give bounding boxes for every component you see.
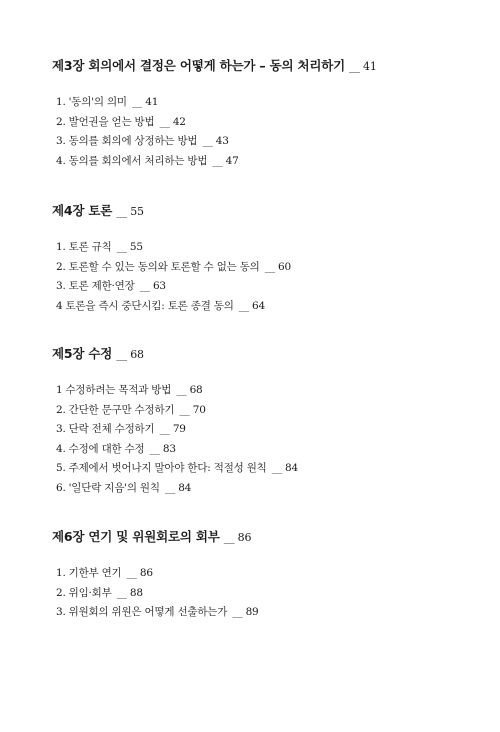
item-page-number: __ 89 — [232, 606, 259, 618]
toc-item[interactable] — [56, 459, 470, 479]
chapter-page-number: __ 41 — [349, 60, 377, 73]
toc-item[interactable] — [56, 258, 470, 278]
item-number: 3. — [56, 606, 66, 618]
item-page-number: __ 83 — [149, 442, 176, 455]
chapter-title-text: 제6장 연기 및 위원회로의 회부 — [52, 529, 220, 544]
item-text: 위원회의 위원은 어떻게 선출하는가 — [68, 606, 228, 618]
item-number: 2. — [56, 403, 66, 416]
item-page-number: __ 84 — [271, 462, 298, 474]
toc-item[interactable] — [56, 93, 470, 113]
item-number: 5. — [56, 462, 66, 474]
item-page-number: __ 88 — [116, 586, 143, 599]
item-number: 2. — [56, 586, 66, 599]
item-number: 1. — [56, 241, 66, 253]
item-page-number: __ 41 — [132, 96, 159, 108]
chapter-title-text: 제4장 토론 — [52, 203, 113, 218]
item-text: 수정에 대한 수정 — [68, 442, 145, 455]
item-page-number: __ 84 — [164, 481, 192, 494]
chapter-item-list — [52, 381, 470, 498]
item-text: 위임·회부 — [68, 586, 112, 599]
item-number: 1. — [56, 96, 66, 108]
chapter-page-number: __ 55 — [116, 205, 144, 218]
chapter-title — [52, 529, 470, 546]
item-text: 수정하려는 목적과 방법 — [65, 384, 172, 396]
item-number: 4. — [56, 442, 66, 455]
toc-item[interactable] — [56, 277, 470, 297]
item-text: 동의를 회의에 상정하는 방법 — [68, 135, 198, 147]
toc-item[interactable] — [56, 584, 470, 604]
chapter-item-list — [52, 238, 470, 316]
toc-item[interactable] — [56, 420, 470, 440]
toc-item[interactable] — [56, 113, 470, 133]
chapter-page-number: __ 86 — [223, 531, 252, 544]
toc-item[interactable] — [56, 297, 470, 317]
item-text: 동의를 회의에서 처리하는 방법 — [68, 154, 208, 167]
item-page-number: __ 43 — [202, 135, 229, 147]
item-page-number: __ 70 — [179, 403, 206, 416]
item-text: 기한부 연기 — [68, 567, 122, 579]
toc-item[interactable] — [56, 479, 470, 499]
item-page-number: __ 68 — [176, 384, 203, 396]
item-page-number: __ 86 — [126, 567, 153, 579]
item-number: 3. — [56, 280, 66, 292]
chapter-title — [52, 346, 470, 363]
item-page-number: __ 60 — [264, 260, 291, 273]
item-text: 주제에서 벗어나지 말아야 한다: 적절성 원칙 — [68, 462, 267, 474]
chapter-title-text: 제3장 회의에서 결정은 어떻게 하는가 – 동의 처리하기 — [52, 58, 345, 73]
item-number: 3. — [56, 135, 66, 147]
item-text: 단락 전체 수정하기 — [68, 423, 155, 435]
item-text: 토론을 즉시 중단시킴: 토론 종결 동의 — [65, 299, 234, 312]
toc-item[interactable] — [56, 381, 470, 401]
toc-item[interactable] — [56, 440, 470, 460]
item-text: 토론할 수 있는 동의와 토론할 수 없는 동의 — [68, 260, 260, 273]
item-page-number: __ 47 — [212, 154, 239, 167]
item-text: '동의'의 의미 — [68, 96, 127, 108]
item-page-number: __ 79 — [159, 423, 186, 435]
item-number: 1 — [56, 384, 63, 396]
item-number: 2. — [56, 260, 66, 273]
chapter-item-list — [52, 564, 470, 623]
chapter-5 — [52, 346, 470, 498]
item-text: 발언권을 얻는 방법 — [68, 115, 155, 128]
chapter-page-number: __ 68 — [116, 348, 144, 361]
item-text: 토론 규칙 — [68, 241, 112, 253]
toc-item[interactable] — [56, 401, 470, 421]
item-page-number: __ 42 — [159, 115, 186, 128]
item-number: 3. — [56, 423, 66, 435]
item-text: '일단락 지음'의 원칙 — [68, 481, 160, 494]
item-number: 4 — [56, 299, 63, 312]
chapter-item-list — [52, 93, 470, 171]
chapter-title-text: 제5장 수정 — [52, 346, 113, 361]
chapter-title — [52, 203, 470, 220]
toc-item[interactable] — [56, 564, 470, 584]
item-number: 6. — [56, 481, 66, 494]
chapter-title — [52, 58, 470, 75]
item-text: 간단한 문구만 수정하기 — [68, 403, 175, 416]
toc-item[interactable] — [56, 132, 470, 152]
chapter-4 — [52, 203, 470, 316]
item-page-number: __ 63 — [139, 280, 166, 292]
item-page-number: __ 55 — [116, 241, 143, 253]
chapter-6 — [52, 529, 470, 623]
toc-item[interactable] — [56, 603, 470, 623]
item-text: 토론 제한·연장 — [68, 280, 135, 292]
item-number: 4. — [56, 154, 66, 167]
item-number: 2. — [56, 115, 66, 128]
item-page-number: __ 64 — [238, 299, 265, 312]
item-number: 1. — [56, 567, 66, 579]
chapter-3 — [52, 58, 470, 171]
toc-item[interactable] — [56, 238, 470, 258]
toc-item[interactable] — [56, 152, 470, 172]
